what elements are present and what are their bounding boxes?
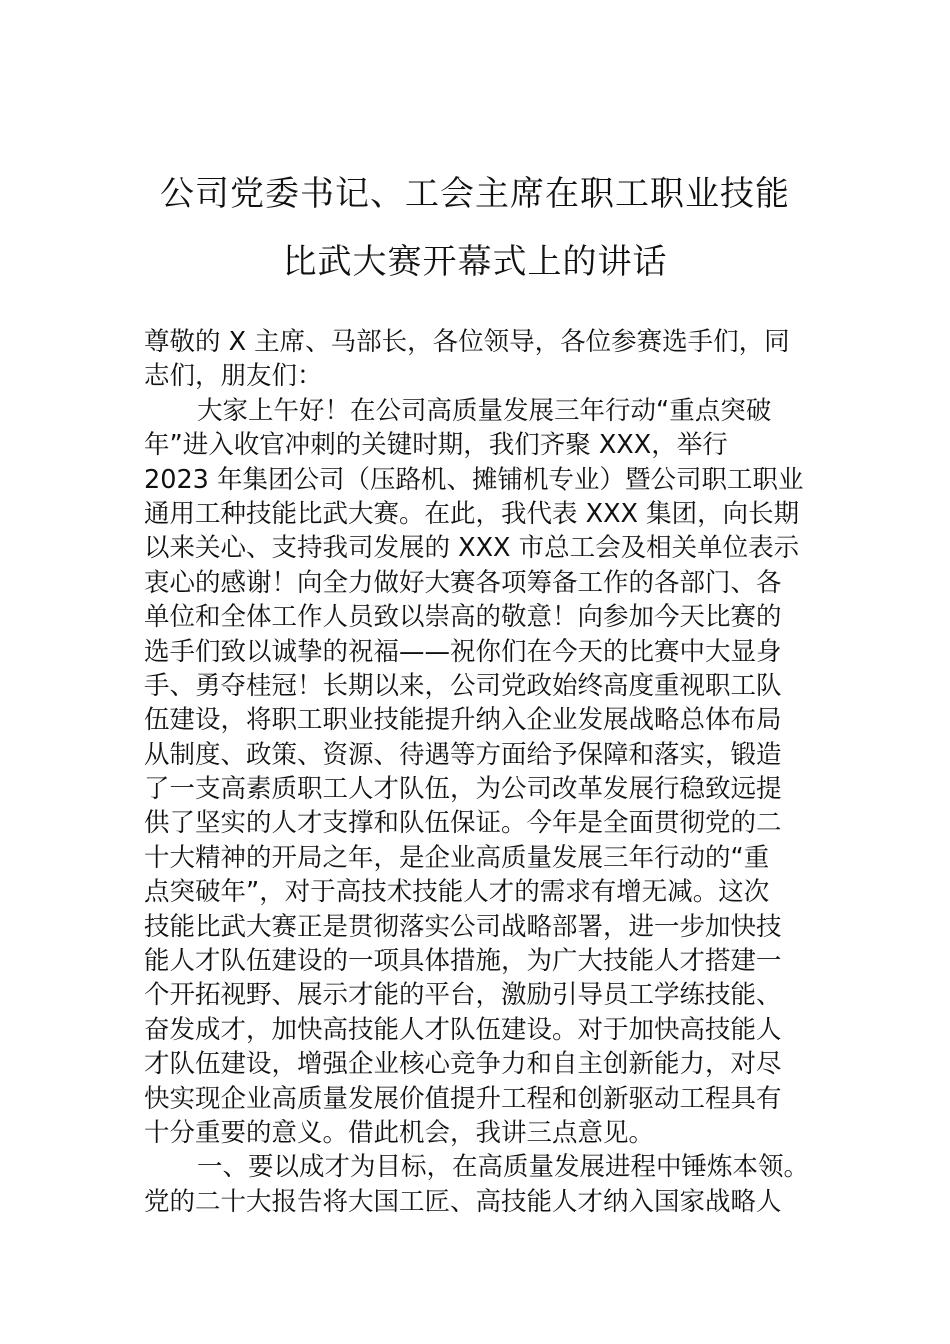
body-line: 个开拓视野、展示才能的平台，激励引导员工学练技能、: [144, 980, 782, 1011]
body-line: 伍建设，将职工职业技能提升纳入企业发展战略总体布局: [144, 705, 782, 736]
document-title: [0, 160, 950, 296]
body-line: 手、勇夺桂冠！长期以来，公司党政始终高度重视职工队: [144, 670, 782, 701]
body-line: 了一支高素质职工人才队伍，为公司改革发展行稳致远提: [144, 774, 782, 805]
body-line: 衷心的感谢！向全力做好大赛各项筹备工作的各部门、各: [144, 567, 782, 598]
section-heading-line: 一、要以成才为目标，在高质量发展进程中锤炼本领。: [197, 1152, 810, 1183]
body-line: 从制度、政策、资源、待遇等方面给予保障和落实，锻造: [144, 739, 782, 770]
body-line: 供了坚实的人才支撑和队伍保证。今年是全面贯彻党的二: [144, 808, 782, 839]
body-line: 技能比武大赛正是贯彻落实公司战略部署，进一步加快技: [144, 911, 782, 942]
body-line: 尊敬的 X 主席、马部长，各位领导，各位参赛选手们，同: [144, 327, 790, 357]
body-line: 点突破年”，对于高技术技能人才的需求有增无减。这次: [144, 877, 770, 908]
body-line: 2023 年集团公司（压路机、摊铺机专业）暨公司职工职业: [144, 464, 804, 495]
body-line: 党的二十大报告将大国工匠、高技能人才纳入国家战略人: [144, 1186, 782, 1217]
body-line: 选手们致以诚挚的祝福——祝你们在今天的比赛中大显身: [144, 636, 782, 667]
body-line: 志们，朋友们：: [144, 361, 323, 392]
document-body: [144, 325, 814, 1219]
body-line: 十分重要的意义。借此机会，我讲三点意见。: [144, 1117, 655, 1148]
body-line: 十大精神的开局之年，是企业高质量发展三年行动的“重: [144, 842, 770, 873]
body-line: 以来关心、支持我司发展的 XXX 市总工会及相关单位表示: [144, 533, 800, 564]
body-line: 奋发成才，加快高技能人才队伍建设。对于加快高技能人: [144, 1014, 782, 1045]
body-line: 年”进入收官冲刺的关键时期，我们齐聚 XXX，举行: [144, 430, 728, 461]
title-line-1: 公司党委书记、工会主席在职工职业技能: [160, 174, 790, 214]
body-line: 能人才队伍建设的一项具体措施，为广大技能人才搭建一: [144, 946, 782, 977]
body-line: 单位和全体工作人员致以崇高的敬意！向参加今天比赛的: [144, 602, 782, 633]
body-line: 大家上午好！在公司高质量发展三年行动“重点突破: [197, 395, 772, 426]
body-line: 通用工种技能比武大赛。在此，我代表 XXX 集团，向长期: [144, 498, 800, 529]
title-line-2: 比武大赛开幕式上的讲话: [282, 242, 668, 282]
body-line: 快实现企业高质量发展价值提升工程和创新驱动工程具有: [144, 1083, 782, 1114]
body-line: 才队伍建设，增强企业核心竞争力和自主创新能力，对尽: [144, 1049, 782, 1080]
